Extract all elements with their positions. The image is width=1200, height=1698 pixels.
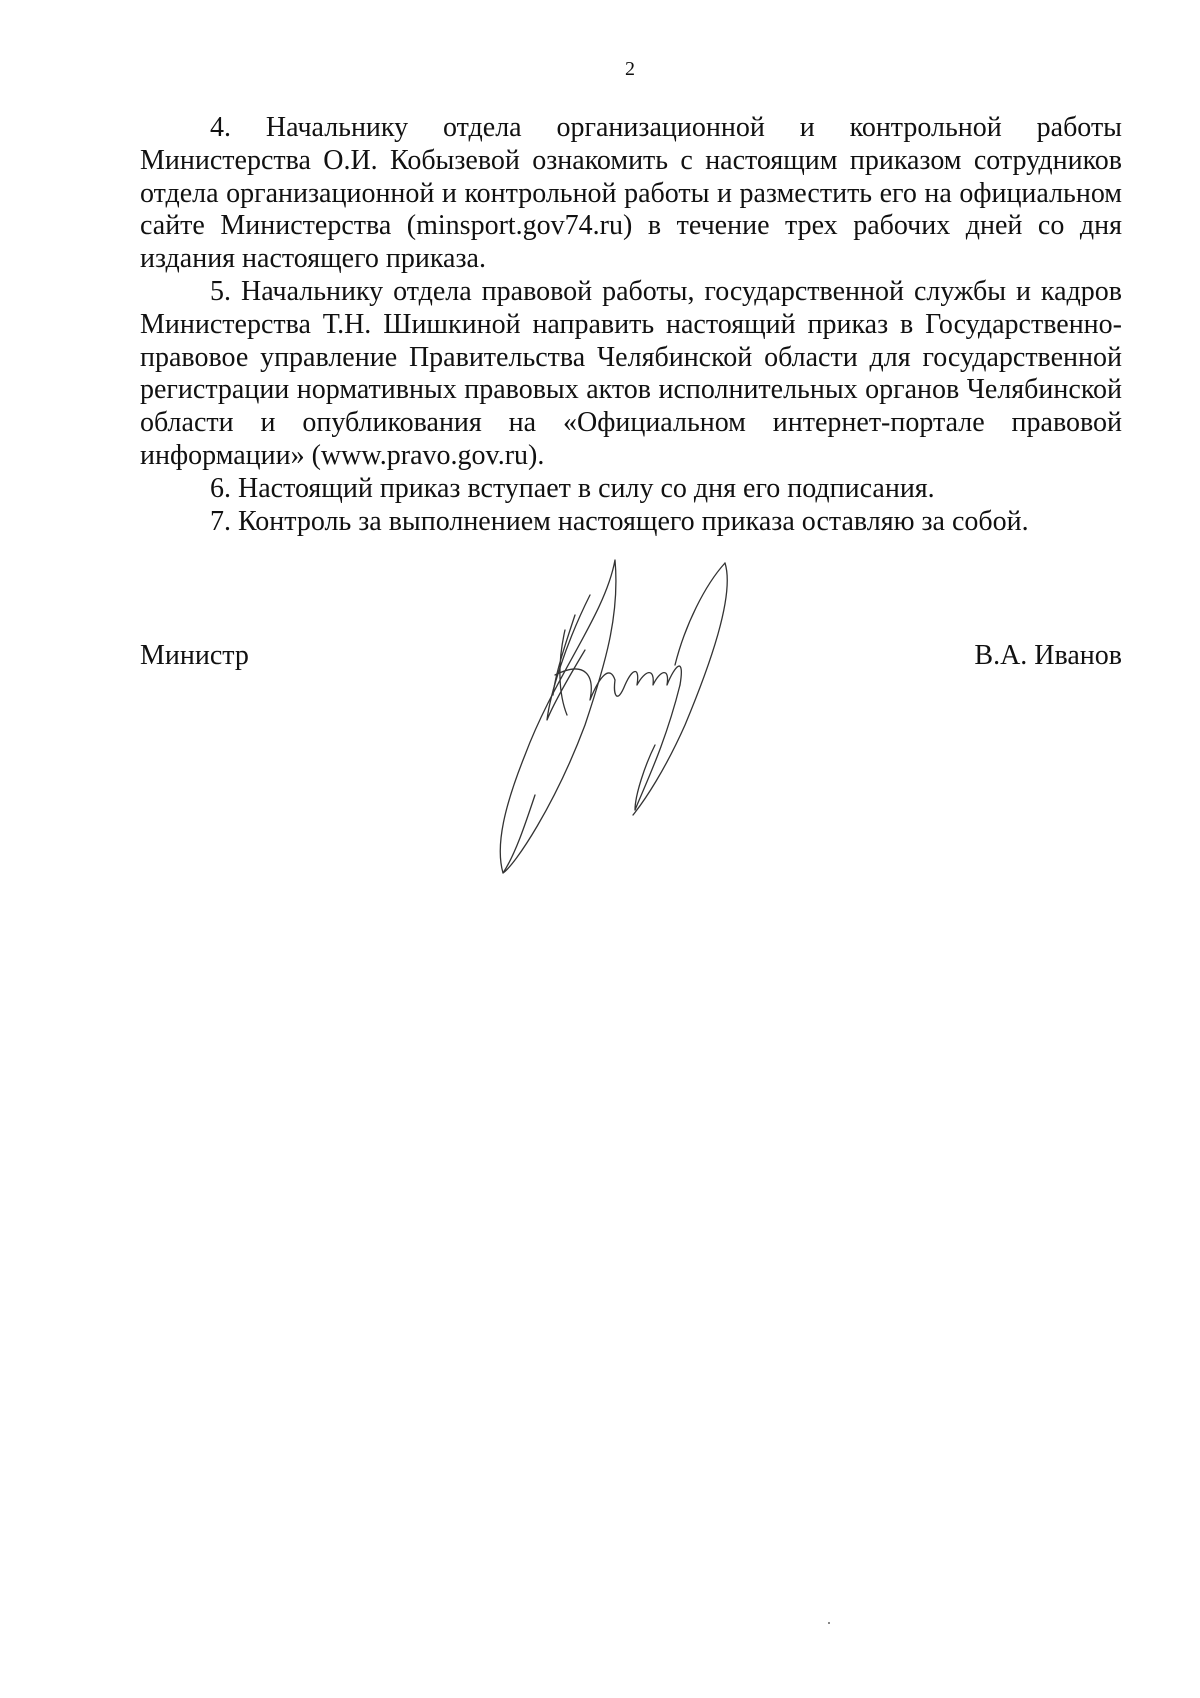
signatory-position: Министр	[140, 640, 249, 671]
page-number: 2	[625, 58, 635, 80]
scan-speck	[828, 1622, 830, 1624]
handwritten-signature	[495, 555, 795, 880]
paragraph-7: 7. Контроль за выполнением настоящего приказа оставляю за собой.	[210, 505, 1029, 537]
signatory-name: В.А. Иванов	[974, 640, 1122, 671]
paragraph-5: 5. Начальнику отдела правовой работы, государственной службы и кадров Министерства Т.Н. Шишкиной направить настоящий приказ в Государственно-правовое управление Правительства Челябинской области для государственной регистрации нормативных правовых актов исполнительных органов Челябинской области и опубликования на «Официальном интернет-портале правовой информации» (www.pravo.gov.ru).	[140, 275, 1122, 471]
document-body	[140, 112, 1122, 538]
paragraph-6: 6. Настоящий приказ вступает в силу со дня его подписания.	[210, 472, 935, 504]
paragraph-4: 4. Начальнику отдела организационной и контрольной работы Министерства О.И. Кобызевой ознакомить с настоящим приказом сотрудников отдела организационной и контрольной работы и разместить его на официальном сайте Министерства (minsport.gov74.ru) в течение трех рабочих дней со дня издания настоящего приказа.	[140, 112, 1122, 275]
